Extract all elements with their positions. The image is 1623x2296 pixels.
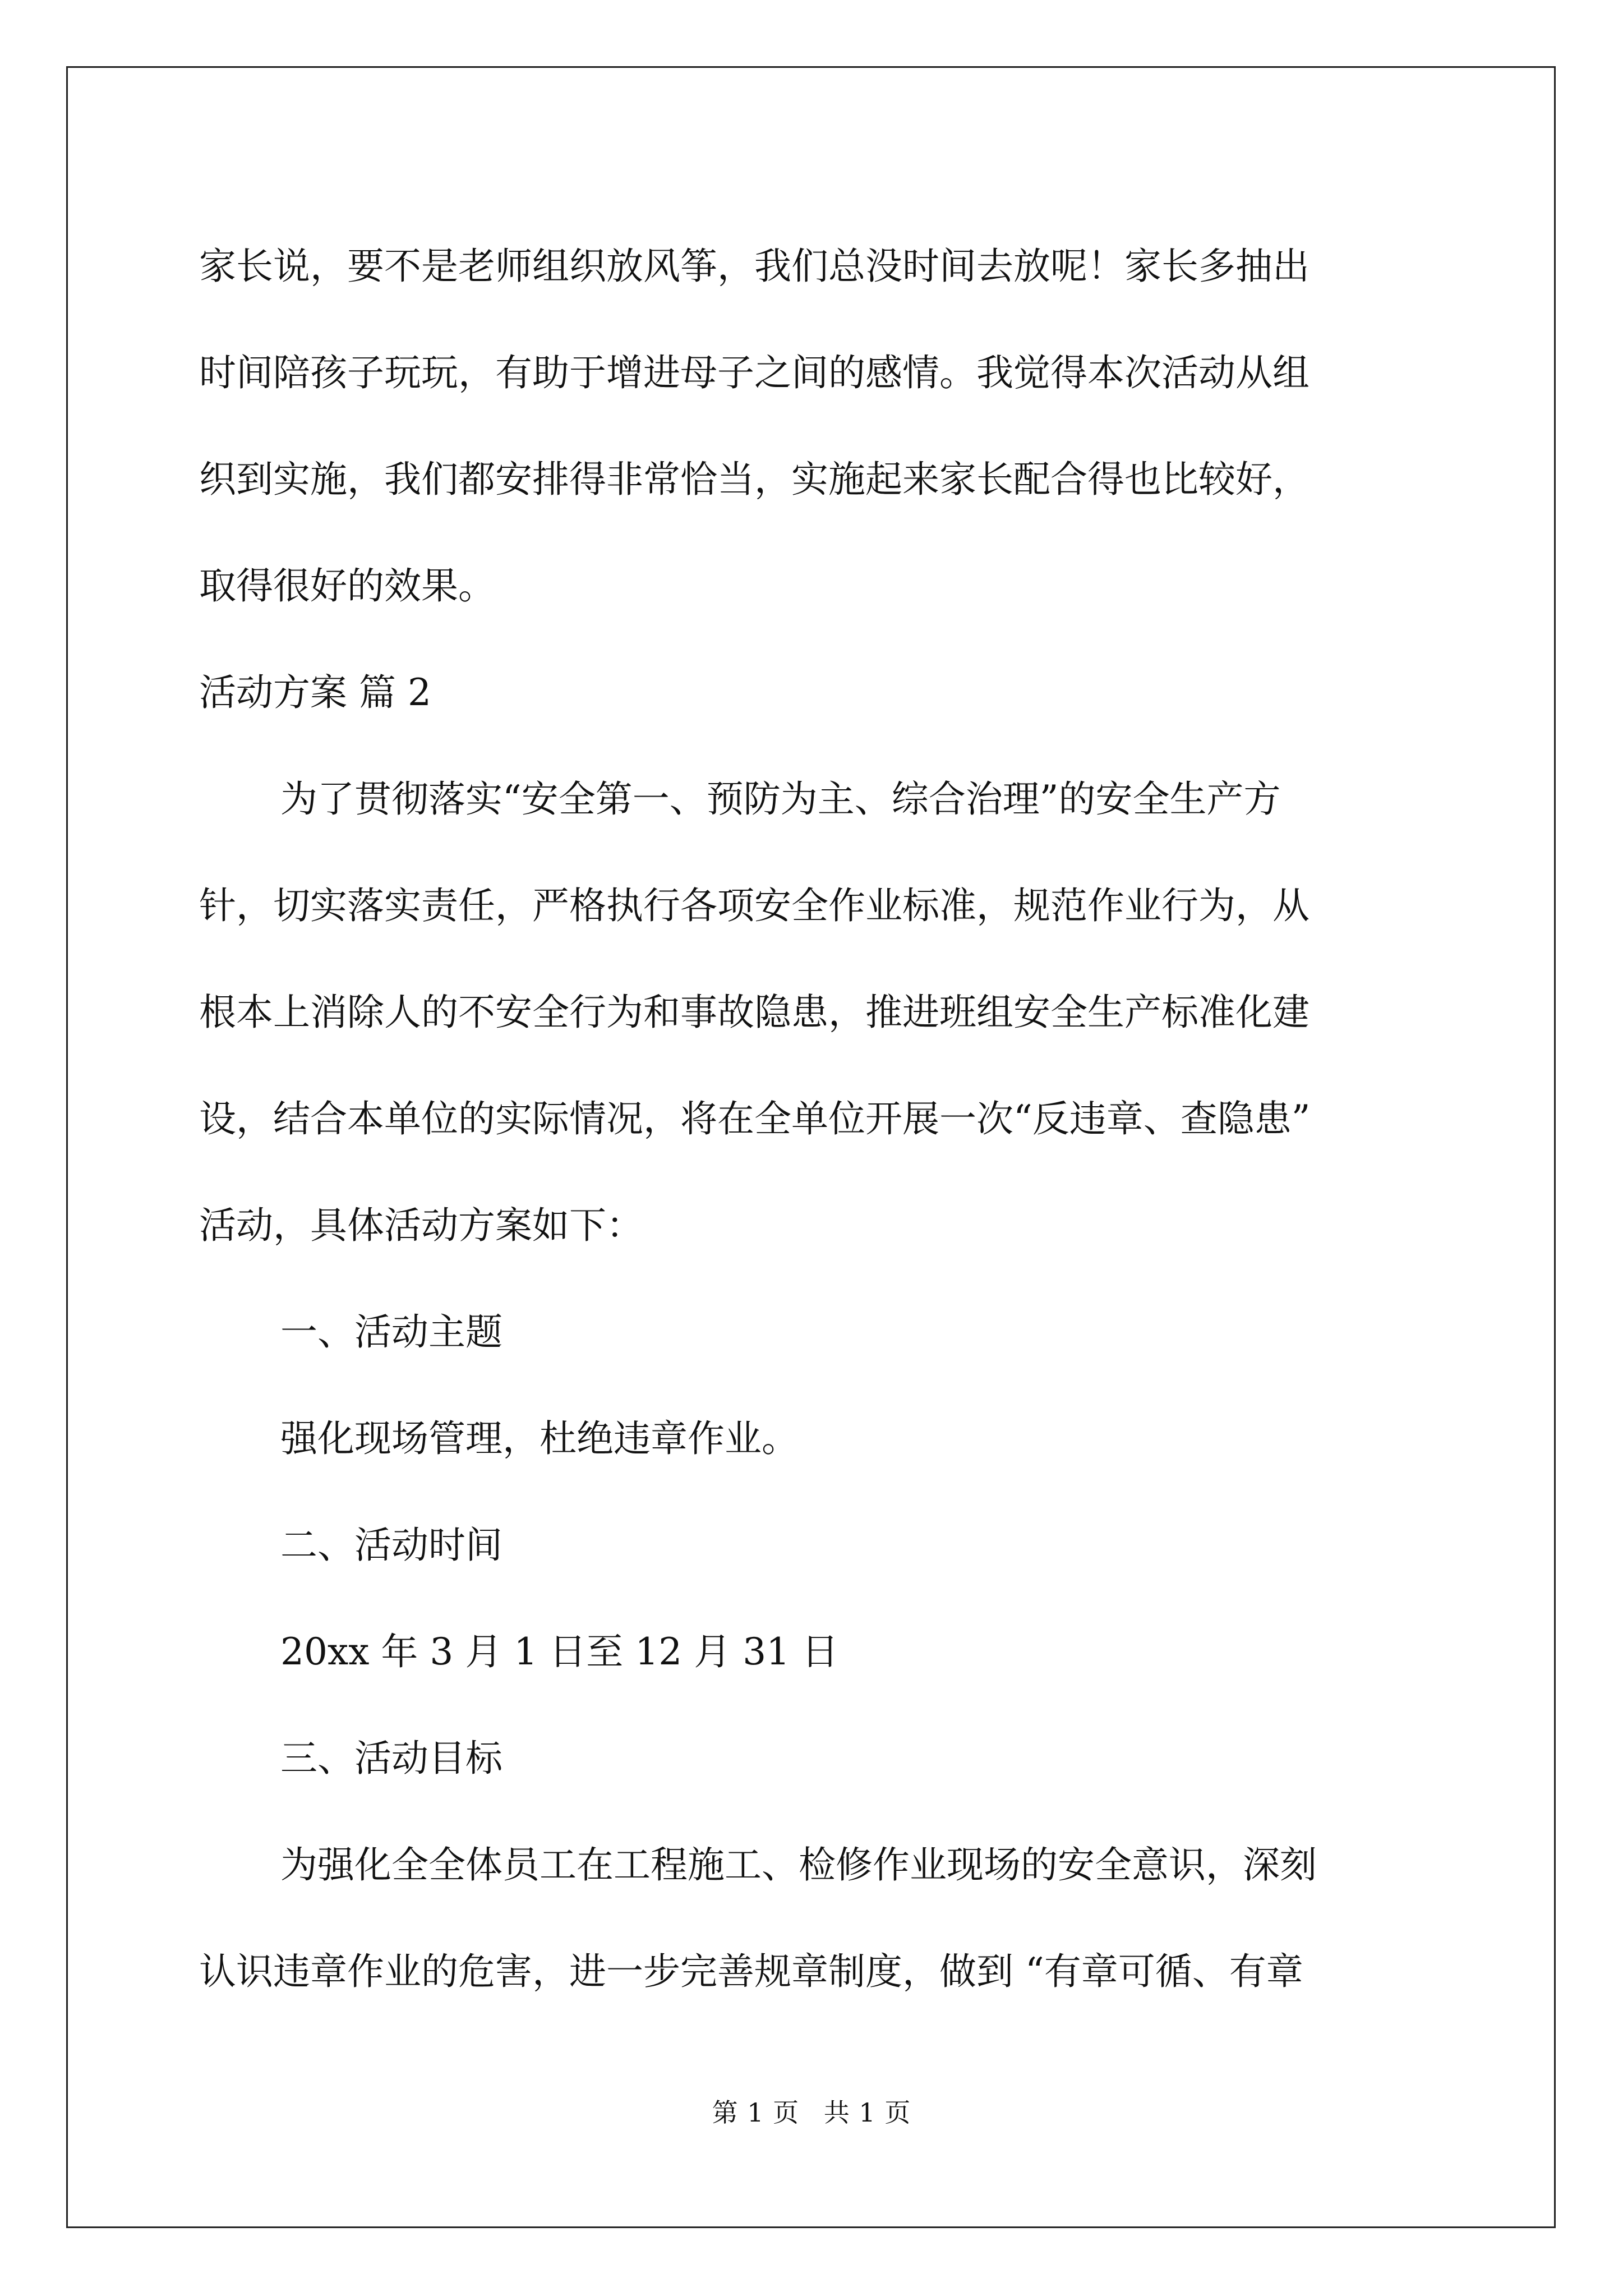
text-line-8: 根本上消除人的不安全行为和事故隐患，推进班组安全生产标准化建 [199,991,1310,1034]
text-line-9: 设，结合本单位的实际情况，将在全单位开展一次“反违章、查隐患” [199,1097,1311,1140]
subheading-goal: 三、活动目标 [280,1737,502,1780]
text-line-10: 活动，具体活动方案如下： [199,1204,643,1247]
page-total: 共 1 页 [823,2097,911,2128]
document-body [199,213,1438,2025]
section-heading: 活动方案 篇 2 [199,671,431,714]
page-footer [0,2096,1623,2129]
subheading-time: 二、活动时间 [280,1524,502,1567]
text-line-16: 为强化全全体员工在工程施工、检修作业现场的安全意识，深刻 [280,1843,1317,1887]
text-line-7: 针，切实落实责任，严格执行各项安全作业标准，规范作业行为，从 [199,884,1310,927]
text-line-12: 强化现场管理，杜绝违章作业。 [280,1417,799,1460]
text-line-1: 家长说，要不是老师组织放风筝，我们总没时间去放呢！家长多抽出 [199,245,1310,288]
text-line-3: 织到实施，我们都安排得非常恰当，实施起来家长配合得也比较好， [199,458,1310,501]
text-line-4: 取得很好的效果。 [199,564,495,608]
text-line-2: 时间陪孩子玩玩，有助于增进母子之间的感情。我觉得本次活动从组 [199,351,1310,394]
subheading-theme: 一、活动主题 [280,1310,502,1354]
text-line-6: 为了贯彻落实“安全第一、预防为主、综合治理”的安全生产方 [280,777,1281,821]
text-line-14: 20xx 年 3 月 1 日至 12 月 31 日 [280,1630,839,1673]
text-line-17: 认识违章作业的危害，进一步完善规章制度，做到 “有章可循、有章 [199,1950,1303,1993]
page-number: 第 1 页 [712,2097,800,2128]
